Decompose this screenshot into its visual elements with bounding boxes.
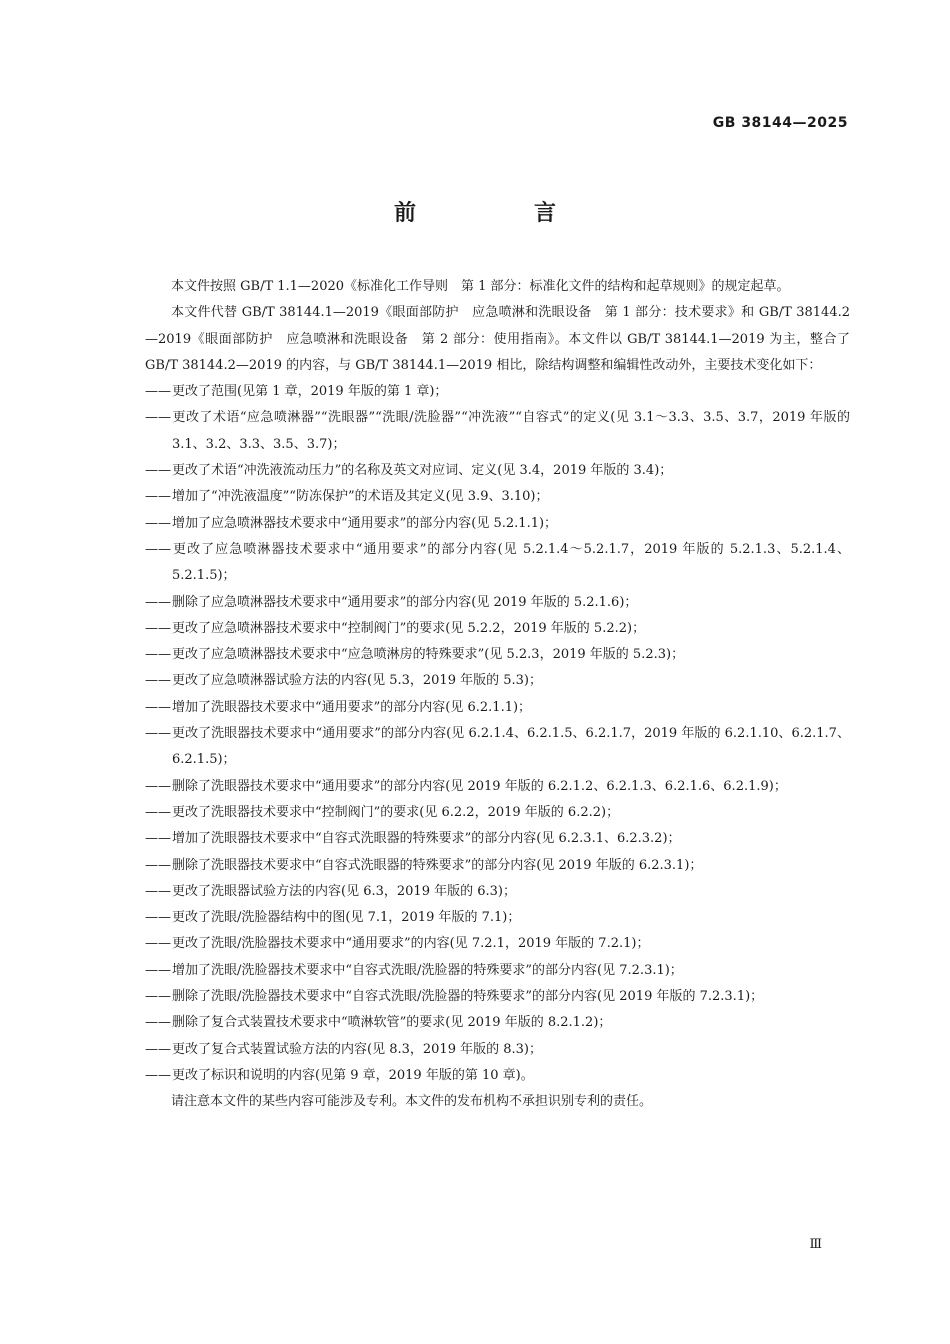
change-text: 增加了洗眼器技术要求中“通用要求”的部分内容(见 6.2.1.1)； <box>172 699 532 715</box>
page-title: 前 言 <box>393 201 604 226</box>
dash-marker: —— <box>145 989 171 1005</box>
change-item <box>145 511 850 537</box>
change-item <box>145 984 850 1010</box>
change-item <box>145 1063 850 1089</box>
change-item <box>145 590 850 616</box>
dash-marker: —— <box>145 936 171 952</box>
change-text: 增加了洗眼/洗脸器技术要求中“自容式洗眼/洗脸器的特殊要求”的部分内容(见 7.2.3.1)； <box>172 962 683 978</box>
change-text: 更改了应急喷淋器技术要求中“控制阀门”的要求(见 5.2.2，2019 年版的 5.2.2)； <box>172 620 646 636</box>
change-text: 更改了洗眼器试验方法的内容(见 6.3，2019 年版的 6.3)； <box>172 883 516 899</box>
change-text: 更改了应急喷淋器技术要求中“应急喷淋房的特殊要求”(见 5.2.3，2019 年版的 5.2.3)； <box>172 647 685 663</box>
change-text: 更改了标识和说明的内容(见第 9 章，2019 年版的第 10 章)。 <box>172 1067 534 1083</box>
change-item <box>145 484 850 510</box>
change-text: 更改了术语“应急喷淋器”“洗眼器”“洗眼/洗脸器”“冲洗液”“自容式”的定义(见 3.1～3.3、3.5、3.7，2019 年版的 3.1、3.2、3.3、3.5、3.7)； <box>172 410 850 452</box>
change-item <box>145 405 850 458</box>
dash-marker: —— <box>145 778 171 794</box>
dash-marker: —— <box>145 594 171 610</box>
change-item <box>145 826 850 852</box>
change-item <box>145 905 850 931</box>
change-text: 更改了应急喷淋器试验方法的内容(见 5.3，2019 年版的 5.3)； <box>172 673 542 689</box>
dash-marker: —— <box>145 515 171 531</box>
dash-marker: —— <box>145 1041 171 1057</box>
page-number: Ⅲ <box>809 1237 822 1252</box>
change-text: 删除了应急喷淋器技术要求中“通用要求”的部分内容(见 2019 年版的 5.2.1.6)； <box>172 594 638 610</box>
change-text: 删除了洗眼/洗脸器技术要求中“自容式洗眼/洗脸器的特殊要求”的部分内容(见 2019 年版的 7.2.3.1)； <box>172 989 764 1005</box>
change-text: 删除了复合式装置技术要求中“喷淋软管”的要求(见 2019 年版的 8.2.1.2)； <box>172 1015 612 1031</box>
dash-marker: —— <box>145 1015 171 1031</box>
dash-marker: —— <box>145 541 171 557</box>
dash-marker: —— <box>145 857 171 873</box>
change-item <box>145 721 850 774</box>
change-item <box>145 958 850 984</box>
change-text: 更改了洗眼器技术要求中“通用要求”的部分内容(见 6.2.1.4、6.2.1.5、6.2.1.7，2019 年版的 6.2.1.10、6.2.1.7、6.2.1.5)； <box>172 726 850 768</box>
change-text: 更改了应急喷淋器技术要求中“通用要求”的部分内容(见 5.2.1.4～5.2.1.7，2019 年版的 5.2.1.3、5.2.1.4、5.2.1.5)； <box>172 541 850 584</box>
change-text: 更改了洗眼/洗脸器结构中的图(见 7.1，2019 年版的 7.1)； <box>172 910 521 926</box>
change-item <box>145 1010 850 1036</box>
change-item <box>145 853 850 879</box>
dash-marker: —— <box>145 620 171 636</box>
intro-paragraph: 本文件按照 GB/T 1.1—2020《标准化工作导则 第 1 部分：标准化文件的结构和起草规则》的规定起草。 <box>171 279 790 294</box>
change-item <box>145 458 850 484</box>
dash-marker: —— <box>145 699 171 715</box>
foreword-body <box>145 274 850 1116</box>
change-item <box>145 695 850 721</box>
dash-marker: —— <box>145 489 171 505</box>
change-text: 更改了洗眼/洗脸器技术要求中“通用要求”的内容(见 7.2.1，2019 年版的 7.2.1)； <box>172 936 650 952</box>
change-text: 增加了洗眼器技术要求中“自容式洗眼器的特殊要求”的部分内容(见 6.2.3.1、6.2.3.2)； <box>172 831 681 847</box>
change-text: 删除了洗眼器技术要求中“通用要求”的部分内容(见 2019 年版的 6.2.1.2、6.2.1.3、6.2.1.6、6.2.1.9)； <box>172 778 787 794</box>
dash-marker: —— <box>145 804 171 820</box>
dash-marker: —— <box>145 1067 171 1083</box>
dash-marker: —— <box>145 384 171 400</box>
change-item <box>145 642 850 668</box>
change-text: 更改了术语“冲洗液流动压力”的名称及英文对应词、定义(见 3.4，2019 年版的 3.4)； <box>172 463 673 479</box>
change-text: 更改了复合式装置试验方法的内容(见 8.3，2019 年版的 8.3)； <box>172 1041 542 1057</box>
change-text: 增加了应急喷淋器技术要求中“通用要求”的部分内容(见 5.2.1.1)； <box>172 515 558 531</box>
change-item <box>145 879 850 905</box>
changes-list <box>145 379 850 1089</box>
change-item <box>145 931 850 957</box>
change-text: 更改了范围(见第 1 章，2019 年版的第 1 章)； <box>172 384 448 400</box>
intro-paragraph: 本文件代替 GB/T 38144.1—2019《眼面部防护 应急喷淋和洗眼设备 第 1 部分：技术要求》和 GB/T 38144.2—2019《眼面部防护 应急喷淋和洗眼设备 第 2 部分：使用指南》。本文件以 GB/T 38144.1—2019 为主，整合了 GB/T 38144.2—2019 的内容，与 GB/T 38144.1—2019 相比，除结构调整和编辑性改动外，主要技术变化如下： <box>145 305 850 373</box>
change-item <box>145 537 850 590</box>
dash-marker: —— <box>145 410 171 426</box>
change-item <box>145 616 850 642</box>
dash-marker: —— <box>145 673 171 689</box>
change-item <box>145 379 850 405</box>
dash-marker: —— <box>145 726 171 742</box>
change-item <box>145 774 850 800</box>
change-text: 更改了洗眼器技术要求中“控制阀门”的要求(见 6.2.2，2019 年版的 6.2.2)； <box>172 804 620 820</box>
change-item <box>145 668 850 694</box>
dash-marker: —— <box>145 463 171 479</box>
dash-marker: —— <box>145 883 171 899</box>
dash-marker: —— <box>145 647 171 663</box>
standard-number: GB 38144—2025 <box>712 115 848 131</box>
dash-marker: —— <box>145 831 171 847</box>
change-text: 增加了“冲洗液温度”“防冻保护”的术语及其定义(见 3.9、3.10)； <box>172 489 549 505</box>
closing-paragraph: 请注意本文件的某些内容可能涉及专利。本文件的发布机构不承担识别专利的责任。 <box>171 1094 653 1110</box>
change-item <box>145 800 850 826</box>
change-text: 删除了洗眼器技术要求中“自容式洗眼器的特殊要求”的部分内容(见 2019 年版的 6.2.3.1)； <box>172 857 703 873</box>
dash-marker: —— <box>145 910 171 926</box>
change-item <box>145 1037 850 1063</box>
dash-marker: —— <box>145 962 171 978</box>
